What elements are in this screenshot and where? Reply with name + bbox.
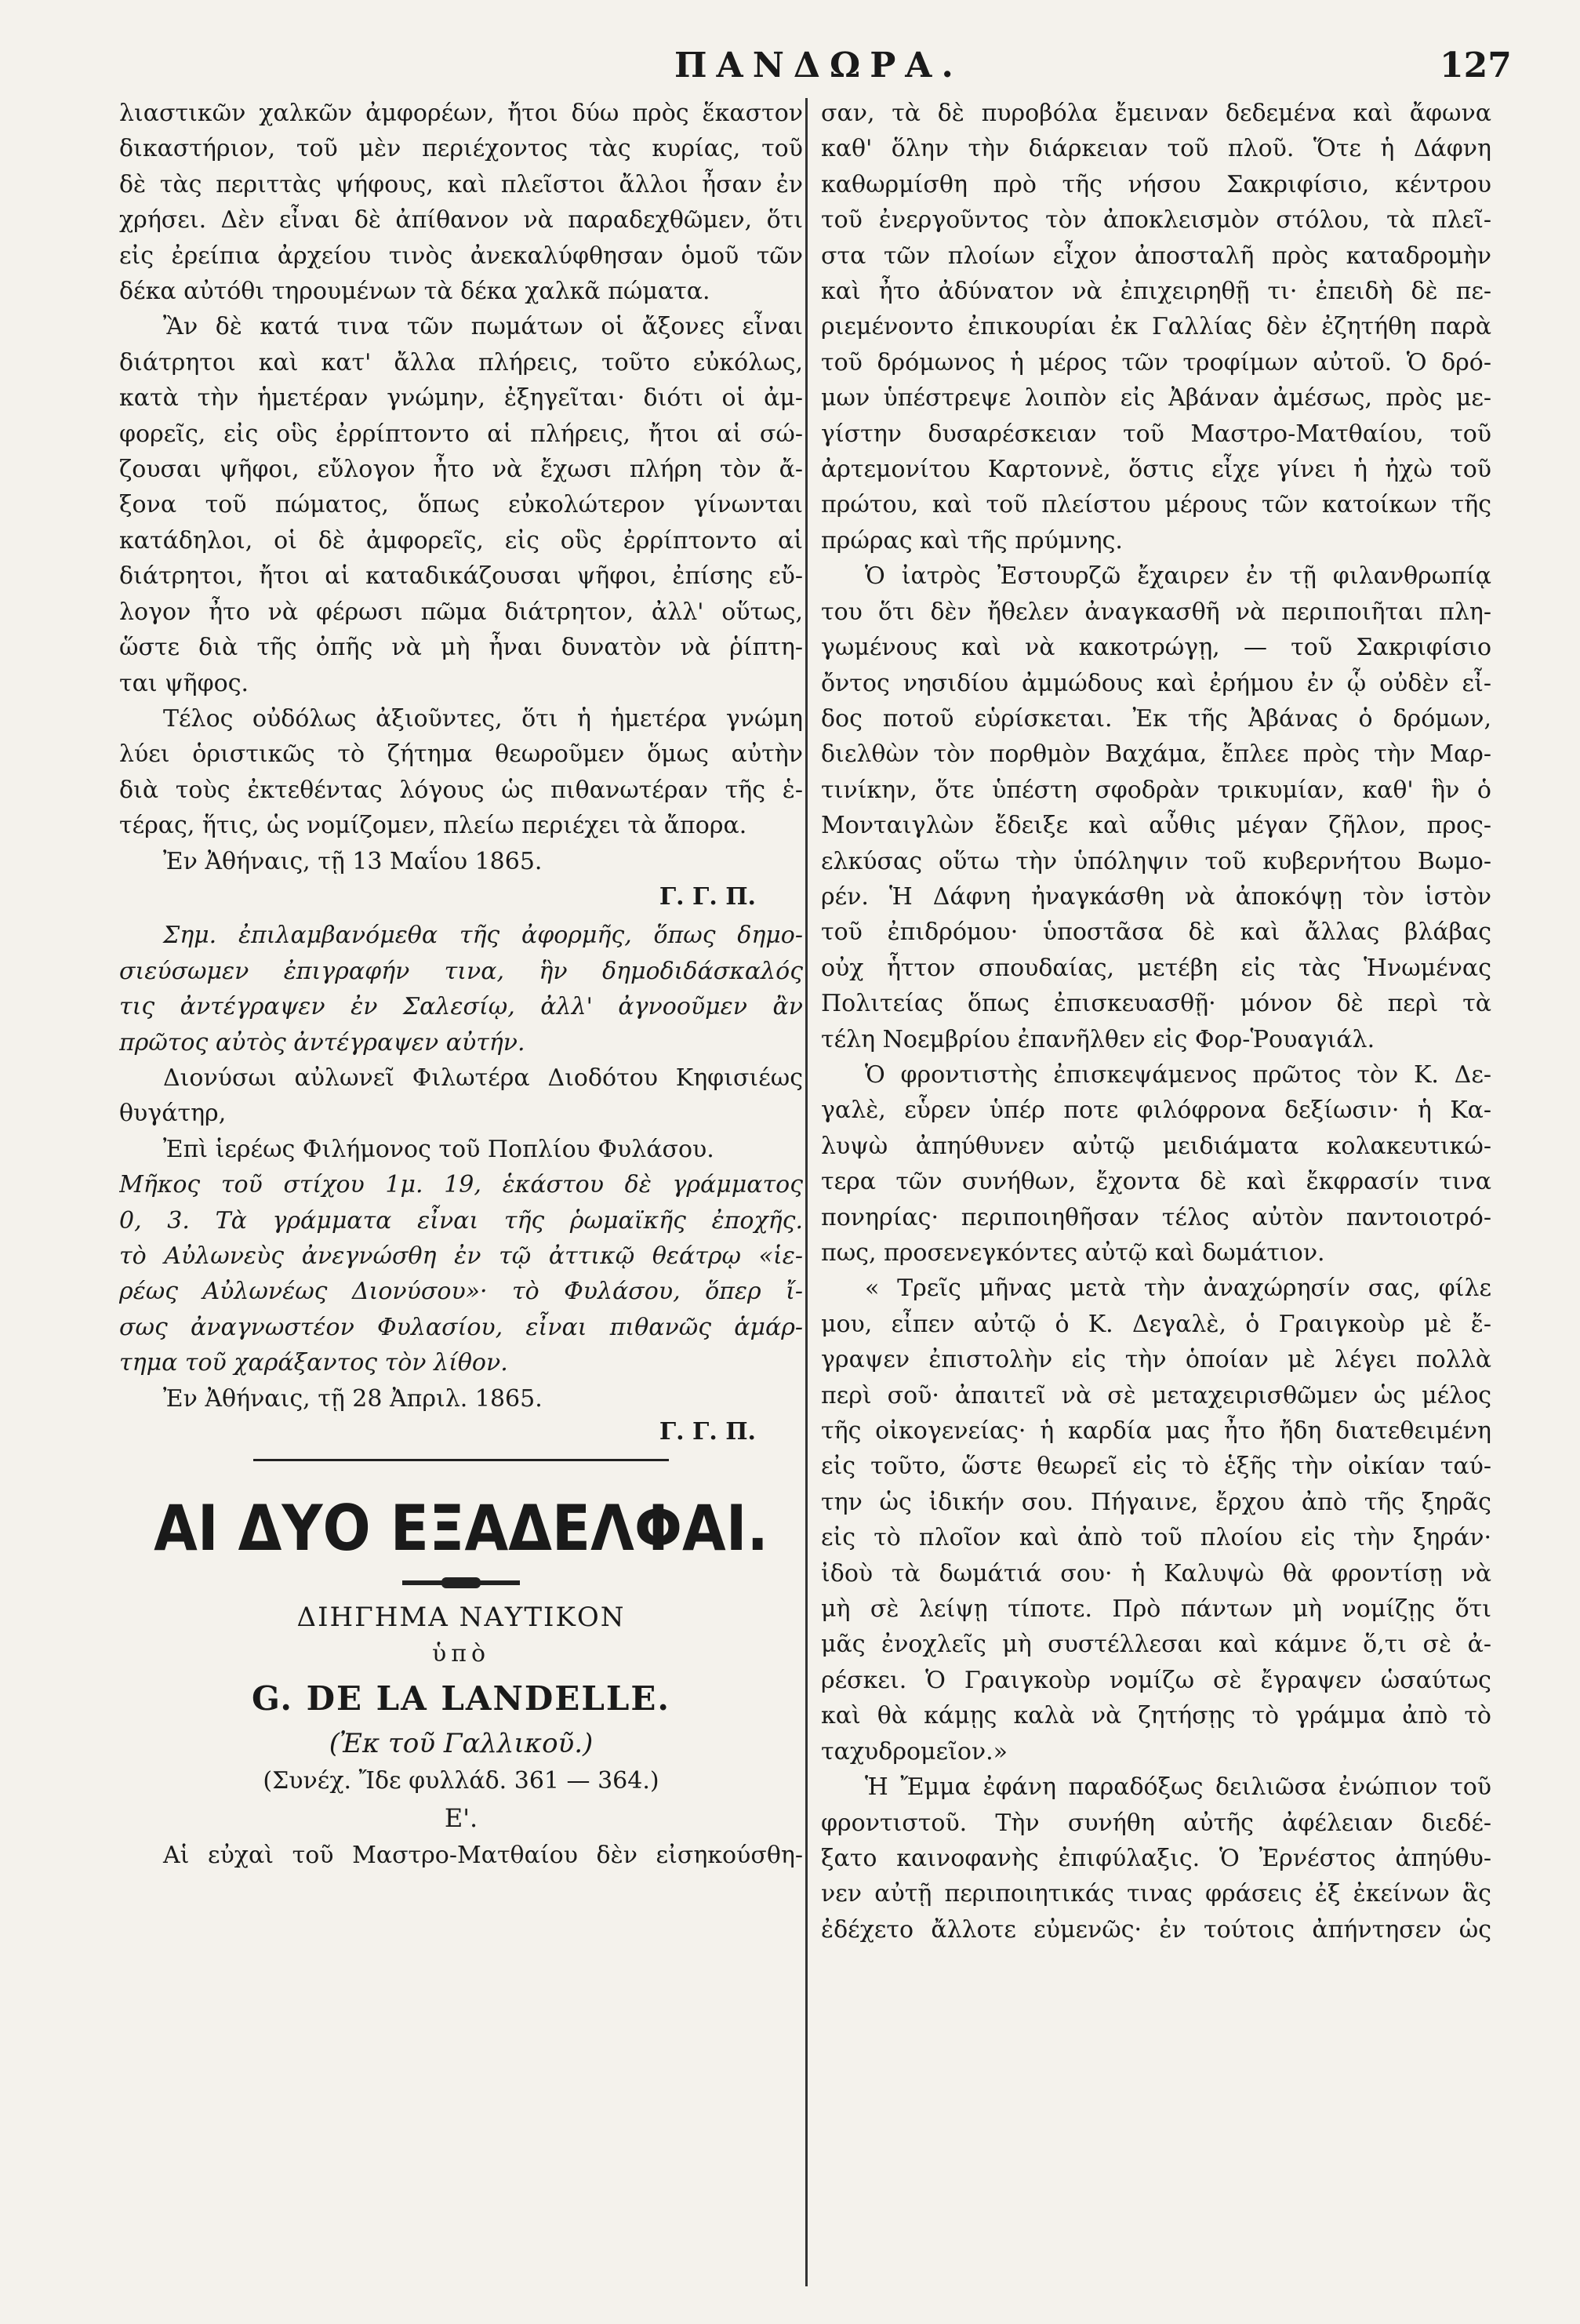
text-line: Τέλος οὐδόλως ἀξιοῦντες, ὅτι ἡ ἡμετέρα γνώμη [163, 704, 803, 733]
signature: Γ. Γ. Π. [659, 1418, 756, 1446]
text-line: σιεύσωμεν ἐπιγραφήν τινα, ἣν δημοδιδάσκαλός [119, 957, 803, 985]
inscription-text [119, 1060, 803, 1167]
text-line: μᾶς ἐνοχλεῖς μὴ συστέλλεσαι καὶ κάμνε ὅ,τι σὲ ἀ- [821, 1631, 1491, 1659]
text-line: σαν, τὰ δὲ πυροβόλα ἔμειναν δεδεμένα καὶ ἄφωνα [821, 100, 1491, 127]
text-line: ρέσκει. Ὁ Γραιγκοὺρ νομίζω σὲ ἔγραψεν ὡσαύτως [821, 1666, 1491, 1694]
text-line: τημα τοῦ χαράξαντος τὸν λίθον. [119, 1349, 508, 1377]
text-line: εἰς τοῦτο, ὥστε θεωρεῖ εἰς τὸ ἑξῆς τὴν οἰκίαν ταύ- [821, 1453, 1491, 1481]
text-line: ἀρτεμονίτου Καρτοννὲ, ὅστις εἶχε γίνει ἡ ἠχὼ τοῦ [821, 456, 1491, 484]
text-line: τινίκην, ὅτε ὑπέστη σφοδρὰν τρικυμίαν, καθ' ἣν ὁ [821, 776, 1491, 804]
text-line: « Τρεῖς μῆνας μετὰ τὴν ἀναχώρησίν σας, φίλε [865, 1275, 1491, 1303]
text-line: τέλη Νοεμβρίου ἐπανῆλθεν εἰς Φορ-Ῥουαγιάλ. [821, 1025, 1375, 1053]
text-line: πρώρας καὶ τῆς πρύμνης. [821, 526, 1123, 555]
text-line: χρήσει. Δὲν εἶναι δὲ ἀπίθανον νὰ παραδεχθῶμεν, ὅτι [119, 206, 803, 235]
story-translation: (Ἐκ τοῦ Γαλλικοῦ.) [329, 1728, 594, 1760]
text-line: καὶ ἦτο ἀδύνατον νὰ ἐπιχειρηθῇ τι· ἐπειδὴ δὲ πε- [821, 278, 1491, 306]
text-line: Διονύσωι αὐλωνεῖ Φιλωτέρα Διοδότου Κηφισιέως [163, 1064, 803, 1092]
dateline: Ἐν Ἀθήναις, τῇ 28 Ἀπριλ. 1865. [163, 1384, 543, 1413]
section-divider [253, 1459, 669, 1461]
text-line: ρέως Αὐλωνέως Διονύσου»· τὸ Φυλάσου, ὅπερ ἴ- [119, 1278, 803, 1306]
text-line: τοῦ ἐνεργοῦντος τὸν ἀποκλεισμὸν στόλου, τὰ πλεῖ- [821, 206, 1491, 235]
text-line: διὰ τοὺς ἐκτεθέντας λόγους ὡς πιθανωτέραν τῆς ἑ- [119, 776, 803, 804]
text-line: τῆς οἰκογενείας· ἡ καρδία μας ἦτο ἤδη διατεθειμένη [821, 1417, 1491, 1446]
text-line: Μονταιγλὼν ἔδειξε καὶ αὖθις μέγαν ζῆλον, προς- [821, 812, 1491, 840]
text-line: καὶ θὰ κάμῃς καλὰ νὰ ζητήσῃς τὸ γράμμα ἀπὸ τὸ [821, 1702, 1491, 1730]
story-first-line: Αἱ εὐχαὶ τοῦ Μαστρο-Ματθαίου δὲν εἰσηκούσθη- [163, 1842, 803, 1870]
text-line: Μῆκος τοῦ στίχου 1μ. 19, ἑκάστου δὲ γράμματος [119, 1171, 803, 1199]
ornament-divider [402, 1580, 520, 1585]
text-line: πως, προσενεγκόντες αὐτῷ καὶ δωμάτιον. [821, 1239, 1325, 1267]
text-line: πονηρίας· περιποιηθῆσαν τέλος αὐτὸν παντοιοτρό- [821, 1203, 1491, 1231]
text-line: μὴ σὲ λείψῃ τίποτε. Πρὸ πάντων μὴ νομίζῃς ὅτι [821, 1595, 1491, 1624]
text-line: γραψεν ἐπιστολὴν εἰς τὴν ὁποίαν μὲ λέγει πολλὰ [821, 1346, 1491, 1374]
article-conclusion [119, 96, 803, 879]
text-line: Ἂν δὲ κατά τινα τῶν πωμάτων οἱ ἄξονες εἶναι [163, 313, 803, 341]
text-line: ἐδέχετο ἄλλοτε εὐμενῶς· ἐν τούτοις ἀπήντησεν ὡς [821, 1915, 1491, 1944]
text-line: Ἐπὶ ἱερέως Φιλήμονος τοῦ Ποπλίου Φυλάσου. [163, 1135, 714, 1163]
text-line: ἰδοὺ τὰ δωμάτιά σου· ἡ Καλυψὼ θὰ φροντίσῃ νὰ [821, 1559, 1491, 1588]
text-line: δικαστήριον, τοῦ μὲν περιέχοντος τὰς κυρίας, τοῦ [119, 135, 803, 163]
inscription-commentary [119, 1167, 803, 1380]
text-line: κατὰ τὴν ἡμετέραν γνώμην, ἐξηγεῖται· διότι οἱ ἀμ- [119, 384, 803, 413]
text-line: ξονα τοῦ πώματος, ὅπως εὐκολώτερον γίνωνται [119, 491, 803, 519]
text-line: γαλὲ, εὗρεν ὑπέρ ποτε φιλόφρονα δεξίωσιν· ἡ Κα- [821, 1097, 1491, 1125]
text-line: νεν αὐτῇ περιποιητικάς τινας φράσεις ἐξ ἐκείνων ἃς [821, 1880, 1491, 1908]
text-line: πρῶτος αὐτὸς ἀντέγραψεν αὐτήν. [119, 1028, 525, 1057]
text-line: ξατο καινοφανὴς ἐπιφύλαξις. Ὁ Ἐρνέστος ἀπηύθυ- [821, 1844, 1491, 1872]
text-line: ὄντος νησιδίου ἀμμώδους καὶ ἐρήμου ἐν ᾧ οὐδὲν εἶ- [821, 669, 1491, 697]
text-line: Ὁ ἰατρὸς Ἐστουρζῶ ἔχαιρεν ἐν τῇ φιλανθρωπίᾳ [865, 562, 1491, 591]
text-line: Πολιτείας ὅπως ἐπισκευασθῇ· μόνον δὲ περὶ τὰ [821, 990, 1491, 1018]
page-header [0, 45, 1580, 93]
text-line: καθ' ὅλην τὴν διάρκειαν τοῦ πλοῦ. Ὅτε ἡ Δάφνη [821, 135, 1491, 163]
text-line: καθωρμίσθη πρὸ τῆς νήσου Σακριφίσιο, κέντρου [821, 170, 1491, 198]
story-author: G. DE LA LANDELLE. [251, 1679, 671, 1718]
text-line: ὥστε διὰ τῆς ὀπῆς νὰ μὴ ἦναι δυνατὸν νὰ ῥίπτη- [119, 634, 803, 662]
editor-note [119, 918, 803, 1060]
text-line: διάτρητοι, ἤτοι αἱ καταδικάζουσαι ψῆφοι, ἐπίσης εὔ- [119, 562, 803, 591]
text-line: λογον ἦτο νὰ φέρωσι πῶμα διάτρητον, ἀλλ' οὕτως, [119, 598, 803, 626]
text-line: Ἐν Ἀθήναις, τῇ 13 Μαΐου 1865. [163, 847, 543, 875]
text-line: ταχυδρομεῖον.» [821, 1737, 1008, 1766]
text-line: διελθὼν τὸν πορθμὸν Βαχάμα, ἔπλεε πρὸς τὴν Μαρ- [821, 740, 1491, 769]
story-continued: (Συνέχ. Ἴδε φυλλάδ. 361 — 364.) [263, 1767, 659, 1795]
right-column [821, 96, 1491, 1948]
signature: Γ. Γ. Π. [659, 882, 756, 911]
text-line: ζουσαι ψῆφοι, εὔλογον ἦτο νὰ ἔχωσι πλήρη τὸν ἄ- [119, 456, 803, 484]
text-line: λύει ὁριστικῶς τὸ ζήτημα θεωροῦμεν ὅμως αὐτὴν [119, 740, 803, 769]
journal-title: ΠΑΝΔΩΡΑ. [674, 45, 963, 85]
text-line: γωμένους καὶ νὰ κακοτρώγῃ, — τοῦ Σακριφίσιο [821, 634, 1491, 662]
text-line: περὶ σοῦ· ἀπαιτεῖ νὰ σὲ μεταχειρισθῶμεν ὡς μέλος [821, 1381, 1491, 1409]
text-line: δος ποτοῦ εὑρίσκεται. Ἐκ τῆς Ἀβάνας ὁ δρόμων, [821, 704, 1491, 733]
story-subtitle: ΔΙΗΓΗΜΑ ΝΑΥΤΙΚΟΝ [296, 1602, 626, 1634]
text-line: γίστην δυσαρέσκειαν τοῦ Μαστρο-Ματθαίου, τοῦ [821, 420, 1491, 448]
text-line: ριεμένοντο ἐπικουρίαι ἐκ Γαλλίας δὲν ἐζητήθη παρὰ [821, 313, 1491, 341]
text-line: οὐχ ἧττον σπουδαίας, μετέβη εἰς τὰς Ἡνωμένας [821, 954, 1491, 982]
text-line: μου, εἶπεν αὐτῷ ὁ Κ. Δεγαλὲ, ὁ Γραιγκοὺρ μὲ ἔ- [821, 1310, 1491, 1338]
text-line: λιαστικῶν χαλκῶν ἀμφορέων, ἤτοι δύω πρὸς ἕκαστον [119, 100, 803, 127]
column-rule [805, 98, 808, 2286]
text-line: τερα τῶν συνήθων, ἔχοντα δὲ καὶ ἔκφρασίν τινα [821, 1168, 1491, 1196]
text-line: εἰς τὸ πλοῖον καὶ ἀπὸ τοῦ πλοίου εἰς τὴν ξηράν· [821, 1524, 1491, 1552]
text-line: θυγάτηρ, [119, 1100, 227, 1128]
text-line: ρέν. Ἡ Δάφνη ἠναγκάσθη νὰ ἀποκόψῃ τὸν ἱστὸν [821, 882, 1491, 911]
text-line: τέρας, ἥτις, ὡς νομίζομεν, πλείω περιέχει τὰ ἄπορα. [119, 812, 747, 840]
text-line: τις ἀντέγραψεν ἐν Σαλεσίῳ, ἀλλ' ἀγνοοῦμεν ἂν [119, 993, 803, 1021]
text-line: μων ὑπέστρεψε λοιπὸν εἰς Ἀβάναν ἀμέσως, πρὸς με- [821, 384, 1491, 413]
text-line: διάτρητοι καὶ κατ' ἄλλα πλήρεις, τοῦτο εὐκόλως, [119, 348, 803, 376]
left-column [119, 96, 803, 1873]
chapter-number: Ε'. [444, 1803, 478, 1834]
text-line: στα τῶν πλοίων εἶχον ἀποσταλῆ πρὸς καταδρομὴν [821, 242, 1491, 270]
text-line: ελκύσας οὕτω τὴν ὑπόληψιν τοῦ κυβερνήτου Βωμο- [821, 847, 1491, 875]
story-title: ΑΙ ΔΥΟ ΕΞΑΔΕΛΦΑΙ. [154, 1492, 768, 1566]
text-line: Ἡ Ἔμμα ἐφάνη παραδόξως δειλιῶσα ἐνώπιον τοῦ [865, 1773, 1491, 1802]
text-line: σως ἀναγνωστέον Φυλασίου, εἶναι πιθανῶς ἁμάρ- [119, 1313, 803, 1341]
text-line: τοῦ δρόμωνος ἡ μέρος τῶν τροφίμων αὐτοῦ. Ὁ δρό- [821, 348, 1491, 376]
text-line: ται ψῆφος. [119, 669, 249, 697]
text-line: φροντιστοῦ. Τὴν συνήθη αὐτῆς ἀφέλειαν διεδέ- [821, 1809, 1491, 1837]
text-line: Ὁ φροντιστὴς ἐπισκεψάμενος πρῶτος τὸν Κ. Δε- [865, 1060, 1491, 1089]
text-line: 0, 3. Τὰ γράμματα εἶναι τῆς ῥωμαϊκῆς ἐποχῆς. [119, 1206, 803, 1235]
page-number: 127 [1440, 45, 1512, 85]
text-line: την ὡς ἰδικήν σου. Πήγαινε, ἔρχου ἀπὸ τῆς ξηρᾶς [821, 1488, 1491, 1516]
story-by: ὑπὸ [431, 1640, 490, 1668]
text-line: εἰς ἐρείπια ἀρχείου τινὸς ἀνεκαλύφθησαν ὁμοῦ τῶν [119, 242, 803, 270]
text-line: δέκα αὐτόθι τηρουμένων τὰ δέκα χαλκᾶ πώματα. [119, 278, 710, 306]
text-line: Σημ. ἐπιλαμβανόμεθα τῆς ἀφορμῆς, ὅπως δημο- [163, 922, 803, 950]
text-line: του ὅτι δὲν ἤθελεν ἀναγκασθῆ νὰ περιποιῆται πλη- [821, 598, 1491, 626]
text-line: φορεῖς, εἰς οὓς ἐρρίπτοντο αἱ πλήρεις, ἤτοι αἱ σώ- [119, 420, 803, 448]
text-line: πρώτου, καὶ τοῦ πλείστου μέρους τῶν κατοίκων τῆς [821, 491, 1491, 519]
text-line: λυψὼ ἀπηύθυνεν αὐτῷ μειδιάματα κολακευτικώ- [821, 1132, 1491, 1160]
text-line: τὸ Αὐλωνεὺς ἀνεγνώσθη ἐν τῷ ἀττικῷ θεάτρῳ «ἱε- [119, 1242, 803, 1270]
text-line: κατάδηλοι, οἱ δὲ ἀμφορεῖς, εἰς οὓς ἐρρίπτοντο αἱ [119, 526, 803, 555]
text-line: δὲ τὰς περιττὰς ψήφους, καὶ πλεῖστοι ἄλλοι ἦσαν ἐν [119, 170, 803, 198]
text-line: τοῦ ἐπιδρόμου· ὑποστᾶσα δὲ καὶ ἄλλας βλάβας [821, 918, 1491, 947]
